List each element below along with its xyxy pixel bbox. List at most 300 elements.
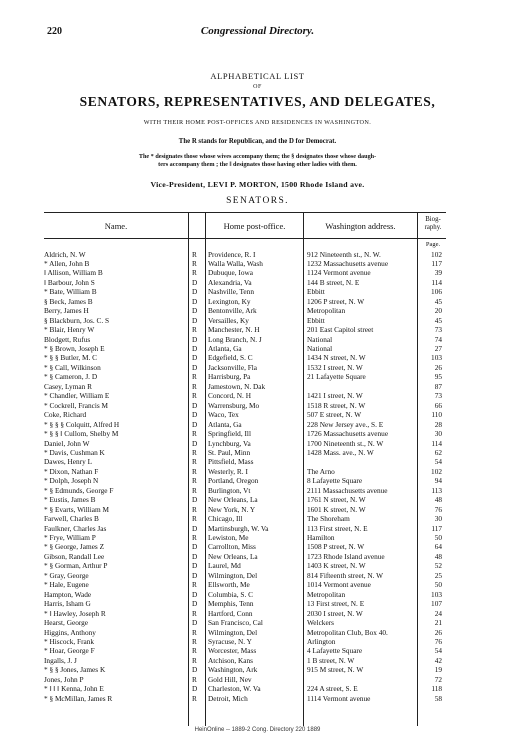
home-post-office: Atlanta, Ga [208, 344, 242, 353]
party: D [192, 495, 198, 505]
table-row [0, 287, 515, 296]
home-post-office: Wilmington, Del [208, 627, 258, 637]
senator-name: * ‖ ‖ ‖ Kenna, John E [44, 684, 104, 694]
senator-name: § Blackburn, Jos. C. S [44, 315, 110, 325]
biography-page: 26 [434, 362, 442, 372]
biography-page: 48 [434, 551, 442, 561]
biography-page: 114 [431, 277, 442, 287]
senator-name: § Beck, James B [44, 296, 93, 306]
home-post-office: Providence, R. I [208, 249, 256, 259]
table-row [0, 268, 515, 277]
biography-page: 76 [434, 504, 442, 514]
senator-name: * Eustis, James B [44, 495, 96, 505]
party: R [192, 636, 197, 646]
home-post-office: Carrollton, Miss [208, 542, 256, 552]
table-row [0, 561, 515, 570]
table-row [0, 391, 515, 400]
table-row [0, 372, 515, 381]
table-row [0, 599, 515, 608]
washington-address: 2030 I street, N. W [307, 608, 363, 618]
vice-president-line: Vice-President, LEVI P. MORTON, 1500 Rhode Island ave. [150, 180, 365, 189]
washington-address: 915 M street, N. W [307, 665, 364, 675]
biography-page: 64 [434, 542, 442, 552]
senator-name: * Dolph, Joseph N [44, 476, 99, 486]
table-row [0, 353, 515, 362]
washington-address: Metropolitan [307, 306, 346, 316]
table-row [0, 306, 515, 315]
senator-name: Higgins, Anthony [44, 627, 96, 637]
washington-address: 1700 Nineteenth st., N. W [307, 438, 384, 448]
washington-address: 2111 Massachusetts avenue [307, 485, 388, 495]
senator-name: * ‖ Hawley, Joseph R [44, 608, 106, 618]
senator-name: Gibson, Randall Lee [44, 551, 105, 561]
washington-address: 1532 I street, N. W [307, 362, 363, 372]
biography-page: 114 [431, 438, 442, 448]
washington-address: Ebbitt [307, 315, 325, 325]
washington-address: 4 Lafayette Square [307, 646, 363, 656]
biography-page: 25 [434, 570, 442, 580]
party: R [192, 693, 197, 703]
table-row [0, 628, 515, 637]
washington-address: Arlington [307, 636, 336, 646]
senator-name: * Allen, John B [44, 258, 90, 268]
party: D [192, 344, 198, 353]
senator-name: * Hoar, George F [44, 646, 95, 656]
senator-name: Farwell, Charles B [44, 514, 99, 524]
washington-address: 1206 P street, N. W [307, 296, 365, 306]
table-row [0, 646, 515, 655]
washington-address: 1761 N street, N. W [307, 495, 366, 505]
washington-address: Metropolitan [307, 589, 346, 599]
washington-address: 1601 K street, N. W [307, 504, 366, 514]
home-post-office: Concord, N. H [208, 391, 251, 401]
party: D [192, 438, 198, 448]
section-heading: SENATORS. [226, 196, 289, 206]
senator-name: * § § Butler, M. C [44, 353, 98, 363]
biography-page: 45 [434, 296, 442, 306]
home-post-office: Atchison, Kans [208, 655, 253, 665]
senator-name: ‖ Barbour, John S [44, 277, 95, 287]
party: R [192, 391, 197, 401]
biography-page: 74 [434, 334, 442, 344]
home-post-office: Lexington, Ky [208, 296, 251, 306]
home-post-office: Atlanta, Ga [208, 419, 242, 429]
table-row [0, 552, 515, 561]
home-post-office: Columbia, S. C [208, 589, 254, 599]
table-row [0, 580, 515, 589]
washington-address: The Shoreham [307, 514, 350, 524]
biography-page: 113 [431, 485, 442, 495]
party: D [192, 618, 198, 628]
washington-address: The Arno [307, 466, 335, 476]
biography-page: 66 [434, 400, 442, 410]
biography-page: 50 [434, 580, 442, 590]
senator-name: * Hale, Eugene [44, 580, 89, 590]
party: D [192, 306, 198, 316]
table-row [0, 335, 515, 344]
senator-name: * § § Jones, James K [44, 665, 106, 675]
washington-address: 1124 Vermont avenue [307, 268, 371, 278]
biography-page: 39 [434, 268, 442, 278]
home-post-office: Warrensburg, Mo [208, 400, 260, 410]
party: R [192, 372, 197, 382]
senator-name: * § § § Colquitt, Alfred H [44, 419, 120, 429]
table-row [0, 514, 515, 523]
washington-address: 228 New Jersey ave., S. E [307, 419, 384, 429]
page-label: Page. [425, 241, 441, 248]
biography-page: 24 [434, 608, 442, 618]
home-post-office: Edgefield, S. C [208, 353, 253, 363]
senator-name: * § § ‖ Cullom, Shelby M [44, 429, 119, 439]
washington-address: 912 Nineteenth st., N. W. [307, 249, 381, 259]
senator-name: * § Evarts, William M [44, 504, 110, 514]
home-post-office: Washington, Ark [208, 665, 258, 675]
biography-page: 72 [434, 674, 442, 684]
subtitle: WITH THEIR HOME POST-OFFICES AND RESIDENCES IN WASHINGTON. [143, 119, 372, 126]
table-row [0, 684, 515, 693]
party: R [192, 457, 197, 467]
biography-page: 28 [434, 419, 442, 429]
table-row [0, 278, 515, 287]
home-post-office: Lynchburg, Va [208, 438, 251, 448]
table-row [0, 410, 515, 419]
biography-page: 76 [434, 636, 442, 646]
party: R [192, 674, 197, 684]
washington-address: National [307, 334, 333, 344]
table-row [0, 439, 515, 448]
senator-name: ‖ Allison, William B [44, 268, 103, 278]
column-header-home: Home post-office. [223, 221, 286, 231]
washington-address: Ebbitt [307, 287, 325, 297]
home-post-office: Alexandria, Va [208, 277, 252, 287]
table-row [0, 457, 515, 466]
party: D [192, 334, 198, 344]
table-top-rule [44, 212, 446, 213]
home-post-office: Versailles, Ky [208, 315, 249, 325]
party: R [192, 514, 197, 524]
home-post-office: Lewiston, Me [208, 533, 249, 542]
party: R [192, 580, 197, 590]
senator-name: * Gray, George [44, 570, 89, 580]
senator-name: * Dixon, Nathan F [44, 466, 99, 476]
home-post-office: Long Branch, N. J [208, 334, 262, 344]
washington-address: 1508 P street, N. W [307, 542, 365, 552]
home-post-office: New Orleans, La [208, 551, 258, 561]
biography-page: 95 [434, 372, 442, 382]
home-post-office: Jamestown, N. Dak [208, 381, 266, 391]
biography-page: 73 [434, 391, 442, 401]
party: R [192, 485, 197, 495]
party: R [192, 504, 197, 514]
home-post-office: Hartford, Conn [208, 608, 253, 618]
home-post-office: Springfield, Ill [208, 429, 251, 439]
party: R [192, 381, 197, 391]
table-row [0, 325, 515, 334]
home-post-office: Pittsfield, Mass [208, 457, 254, 467]
home-post-office: Ellsworth, Me [208, 580, 250, 590]
senator-name: Berry, James H [44, 306, 89, 316]
biography-page: 45 [434, 315, 442, 325]
biography-page: 103 [431, 353, 442, 363]
home-post-office: Charleston, W. Va [208, 684, 261, 694]
table-row [0, 467, 515, 476]
home-post-office: Gold Hill, Nev [208, 674, 252, 684]
table-row [0, 363, 515, 372]
party: R [192, 429, 197, 439]
column-header-biography [418, 216, 448, 231]
table-row [0, 344, 515, 353]
home-post-office: Harrisburg, Pa [208, 372, 251, 382]
senator-name: Blodgett, Rufus [44, 334, 91, 344]
biography-page: 26 [434, 627, 442, 637]
biography-page: 102 [431, 249, 442, 259]
washington-address: Hamilton [307, 533, 335, 542]
home-post-office: Laurel, Md [208, 561, 241, 571]
table-row [0, 590, 515, 599]
biography-page: 52 [434, 561, 442, 571]
table-row [0, 250, 515, 259]
biography-page: 58 [434, 693, 442, 703]
table-row [0, 495, 515, 504]
senator-name: * § Call, Wilkinson [44, 362, 101, 372]
biography-page: 62 [434, 447, 442, 457]
senator-name: Hampton, Wade [44, 589, 92, 599]
footer-citation: HeinOnline -- 1889-2 Cong. Directory 220 1889 [194, 727, 321, 733]
party: R [192, 608, 197, 618]
senator-name: Aldrich, N. W [44, 249, 86, 259]
main-title: SENATORS, REPRESENTATIVES, AND DELEGATES, [79, 94, 436, 109]
biography-page: 54 [434, 646, 442, 656]
washington-address: Metropolitan Club, Box 40. [307, 627, 388, 637]
party: D [192, 599, 198, 609]
home-post-office: Chicago, Ill [208, 514, 243, 524]
party: D [192, 570, 198, 580]
washington-address: 1014 Vermont avenue [307, 580, 371, 590]
home-post-office: Burlington, Vt [208, 485, 251, 495]
party-note: The R stands for Republican, and the D for Democrat. [178, 138, 337, 145]
party: D [192, 561, 198, 571]
party: R [192, 466, 197, 476]
senator-name: Harris, Isham G [44, 599, 91, 609]
party: D [192, 551, 198, 561]
column-header-address: Washington address. [325, 221, 396, 231]
senator-name: Hearst, George [44, 618, 89, 628]
biography-page: 19 [434, 665, 442, 675]
home-post-office: San Francisco, Cal [208, 618, 263, 628]
washington-address: 1518 R street, N. W [307, 400, 366, 410]
list-of: OF [253, 84, 262, 90]
senator-name: Daniel, John W [44, 438, 90, 448]
table-row [0, 618, 515, 627]
washington-address: 224 A street, S. E [307, 684, 358, 694]
washington-address: 21 Lafayette Square [307, 372, 366, 382]
home-post-office: Syracuse, N. Y [208, 636, 252, 646]
washington-address: 1232 Massachusetts avenue [307, 258, 389, 268]
biography-page: 106 [431, 287, 442, 297]
biography-page: 73 [434, 325, 442, 335]
party: D [192, 684, 198, 694]
home-post-office: Memphis, Tenn [208, 599, 254, 609]
biography-page: 48 [434, 495, 442, 505]
washington-address: 1421 I street, N. W [307, 391, 363, 401]
home-post-office: Nashville, Tenn [208, 287, 254, 297]
biography-page: 102 [431, 466, 442, 476]
biography-page: 20 [434, 306, 442, 316]
party: D [192, 315, 198, 325]
senator-name: * Hiscock, Frank [44, 636, 95, 646]
biography-page: 87 [434, 381, 442, 391]
party: D [192, 589, 198, 599]
washington-address: 201 East Capitol street [307, 325, 374, 335]
senator-name: * § Cameron, J. D [44, 372, 98, 382]
symbols-note-line-2: ters accompany them ; the ‖ designates those having other ladies with them. [158, 161, 357, 168]
senator-name: * Chandler, William E [44, 391, 110, 401]
biography-page: 30 [434, 514, 442, 524]
senator-name: * Bate, William B [44, 287, 97, 297]
table-row [0, 429, 515, 438]
home-post-office: New York, N. Y [208, 504, 256, 514]
biography-header-line-1: Biog- [425, 216, 441, 223]
home-post-office: Detroit, Mich [208, 693, 248, 703]
washington-address: 1434 N street, N. W [307, 353, 366, 363]
table-row [0, 476, 515, 485]
washington-address: 1723 Rhode Island avenue [307, 551, 385, 561]
party: D [192, 296, 198, 306]
biography-page: 54 [434, 457, 442, 467]
table-row [0, 533, 515, 542]
home-post-office: Portland, Oregon [208, 476, 259, 486]
table-row [0, 675, 515, 684]
party: R [192, 627, 197, 637]
washington-address: 1114 Vermont avenue [307, 693, 371, 703]
washington-address: 1 B street, N. W [307, 655, 355, 665]
table-row [0, 656, 515, 665]
party: R [192, 646, 197, 656]
table-row [0, 448, 515, 457]
table-row [0, 665, 515, 674]
biography-page: 103 [431, 589, 442, 599]
table-row [0, 505, 515, 514]
table-row [0, 486, 515, 495]
senator-name: * § Gorman, Arthur P [44, 561, 108, 571]
home-post-office: Jacksonville, Fla [208, 362, 258, 372]
table-row [0, 609, 515, 618]
senator-name: Jones, John P [44, 674, 84, 684]
home-post-office: Westerly, R. I [208, 466, 248, 476]
senator-name: Faulkner, Charles Jas [44, 523, 107, 533]
senator-name: * Cockrell, Francis M [44, 400, 109, 410]
table-row [0, 637, 515, 646]
home-post-office: St. Paul, Minn [208, 447, 251, 457]
party: D [192, 410, 198, 420]
party: R [192, 249, 197, 259]
washington-address: 144 B street, N. E [307, 277, 360, 287]
party: D [192, 665, 198, 675]
page-number: 220 [47, 26, 62, 37]
table-row [0, 524, 515, 533]
running-head: Congressional Directory. [200, 25, 315, 37]
home-post-office: Worcester, Mass [208, 646, 257, 656]
list-title: ALPHABETICAL LIST [210, 71, 305, 81]
washington-address: Welckers [307, 618, 334, 628]
washington-address: 8 Lafayette Square [307, 476, 363, 486]
party: D [192, 400, 198, 410]
biography-page: 42 [434, 655, 442, 665]
senator-name: * Davis, Cushman K [44, 447, 105, 457]
senator-name: * Blair, Henry W [44, 325, 95, 335]
party: D [192, 542, 198, 552]
party: R [192, 258, 197, 268]
party: R [192, 325, 197, 335]
biography-page: 117 [431, 258, 442, 268]
home-post-office: Walla Walla, Wash [208, 258, 263, 268]
biography-page: 107 [431, 599, 442, 609]
biography-header-line-2: raphy. [424, 223, 442, 231]
biography-page: 21 [434, 618, 442, 628]
symbols-note-line-1: The * designates those whose wives accompany them; the § designates those whose daugh- [138, 153, 377, 160]
party: R [192, 655, 197, 665]
table-header-rule [44, 238, 446, 239]
home-post-office: Dubuque, Iowa [208, 268, 253, 278]
party: D [192, 287, 198, 297]
biography-page: 118 [431, 684, 442, 694]
table-row [0, 542, 515, 551]
biography-page: 27 [434, 344, 442, 353]
table-row [0, 694, 515, 703]
washington-address: 113 First street, N. E [307, 523, 368, 533]
washington-address: 1726 Massachusetts avenue [307, 429, 389, 439]
washington-address: 1403 K street, N. W [307, 561, 366, 571]
senator-name: Ingalls, J. J [44, 655, 77, 665]
washington-address: 814 Fifteenth street, N. W [307, 570, 384, 580]
senator-name: Coke, Richard [44, 410, 87, 420]
home-post-office: Martinsburgh, W. Va [208, 523, 269, 533]
home-post-office: New Orleans, La [208, 495, 258, 505]
table-row [0, 382, 515, 391]
party: R [192, 533, 197, 542]
washington-address: National [307, 344, 333, 353]
party: D [192, 419, 198, 429]
party: D [192, 523, 198, 533]
senator-name: * Frye, William P [44, 533, 96, 542]
senator-name: * § George, James Z [44, 542, 105, 552]
biography-page: 117 [431, 523, 442, 533]
home-post-office: Wilmington, Del [208, 570, 258, 580]
biography-page: 50 [434, 533, 442, 542]
home-post-office: Manchester, N. H [208, 325, 260, 335]
senator-name: * § McMillan, James R [44, 693, 113, 703]
party: D [192, 362, 198, 372]
senator-name: * § Edmunds, George F [44, 485, 114, 495]
party: R [192, 268, 197, 278]
senator-name: Dawes, Henry L [44, 457, 93, 467]
biography-page: 110 [431, 410, 442, 420]
senator-name: * § Brown, Joseph E [44, 344, 105, 353]
washington-address: 507 E street, N. W [307, 410, 362, 420]
washington-address: 1428 Mass. ave., N. W [307, 447, 374, 457]
home-post-office: Bentonville, Ark [208, 306, 257, 316]
washington-address: 13 First street, N. E [307, 599, 365, 609]
party: D [192, 353, 198, 363]
biography-page: 30 [434, 429, 442, 439]
home-post-office: Waco, Tex [208, 410, 239, 420]
biography-page: 94 [434, 476, 442, 486]
party: D [192, 277, 198, 287]
party: R [192, 447, 197, 457]
table-row [0, 316, 515, 325]
table-row [0, 401, 515, 410]
senator-name: Casey, Lyman R [44, 381, 92, 391]
